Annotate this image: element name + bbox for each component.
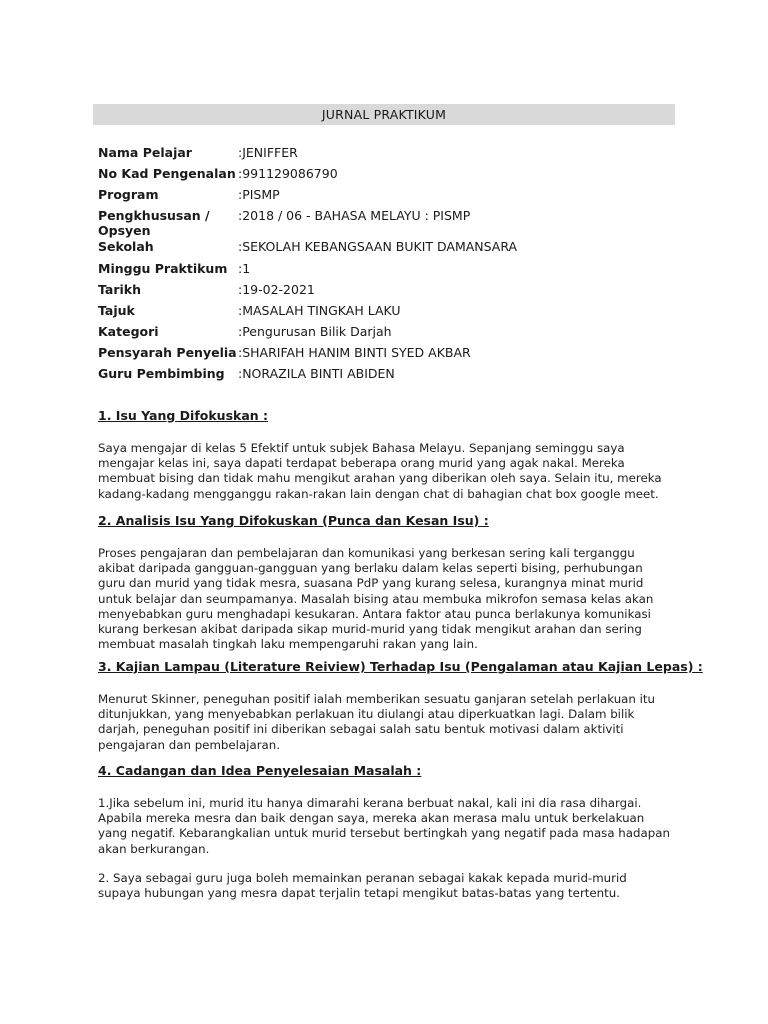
section-paragraph: Saya mengajar di kelas 5 Efektif untuk subjek Bahasa Melayu. Sepanjang seminggu saya mengajar kelas ini, saya dapati terdapat beberapa orang murid yang agak nakal. Mereka membuat bising dan tidak mahu mengikut arahan yang diberikan oleh saya. Selain itu, mereka kadang-kadang mengganggu rakan-rakan lain dengan chat di bahagian chat box google meet.	[98, 441, 662, 501]
info-value: :1	[238, 261, 251, 276]
info-value: :19-02-2021	[238, 282, 315, 297]
info-row-guru	[98, 366, 678, 387]
info-value: :MASALAH TINGKAH LAKU	[238, 303, 401, 318]
section-paragraph: Proses pengajaran dan pembelajaran dan komunikasi yang berkesan sering kali terganggu akibat daripada gangguan-gangguan yang berlaku dalam kelas seperti bising, perhubungan guru dan murid yang tidak mesra, suasana PdP yang kurang selesa, kurangnya minat murid untuk belajar dan seumpamanya. Masalah bising atau membuka mikrofon semasa kelas akan menyebabkan guru menghadapi kesukaran. Antara faktor atau punca berlakunya komunikasi kurang berkesan akibat daripada sikap murid-murid yang tidak mengikut arahan dan sering membuat masalah tingkah laku mempengaruhi rakan yang lain.	[98, 546, 654, 652]
section-heading: 1. Isu Yang Difokuskan :	[98, 408, 269, 423]
student-info	[98, 145, 678, 387]
info-label: Guru Pembimbing	[98, 366, 225, 381]
info-value: :2018 / 06 - BAHASA MELAYU : PISMP	[238, 208, 471, 223]
info-row-nama-pelajar	[98, 145, 678, 166]
section-heading: 4. Cadangan dan Idea Penyelesaian Masalah :	[98, 763, 422, 778]
info-label: Program	[98, 187, 159, 202]
section-paragraph: 1.Jika sebelum ini, murid itu hanya dimarahi kerana berbuat nakal, kali ini dia rasa dihargai. Apabila mereka mesra dan baik dengan saya, mereka akan merasa malu untuk berkelakuan yang negatif. Kebarangkalian untuk murid tersebut bertingkah yang negatif pada masa hadapan akan berkurangan.	[98, 796, 670, 856]
info-value: :SEKOLAH KEBANGSAAN BUKIT DAMANSARA	[238, 239, 518, 254]
section-cadangan	[98, 763, 673, 901]
info-value: :Pengurusan Bilik Darjah	[238, 324, 392, 339]
info-row-sekolah	[98, 239, 678, 261]
info-label: Tarikh	[98, 282, 142, 297]
info-row-no-kad	[98, 166, 678, 187]
info-label: Pensyarah Penyelia	[98, 345, 237, 360]
page-title: JURNAL PRAKTIKUM	[93, 104, 675, 125]
section-heading: 3. Kajian Lampau (Literature Reiview) Terhadap Isu (Pengalaman atau Kajian Lepas) :	[98, 659, 703, 674]
info-value: :NORAZILA BINTI ABIDEN	[238, 366, 395, 381]
info-row-tarikh	[98, 282, 678, 303]
section-paragraph: 2. Saya sebagai guru juga boleh memainkan peranan sebagai kakak kepada murid-murid supaya hubungan yang mesra dapat terjalin tetapi mengikut batas-batas yang tertentu.	[98, 870, 627, 901]
info-row-pengkhususan	[98, 208, 678, 239]
info-row-pensyarah	[98, 345, 678, 366]
info-value: :SHARIFAH HANIM BINTI SYED AKBAR	[238, 345, 471, 360]
info-row-kategori	[98, 324, 678, 345]
info-label: Pengkhususan / Opsyen	[98, 208, 210, 238]
section-isu	[98, 408, 673, 502]
section-analisis	[98, 513, 673, 652]
info-row-minggu	[98, 261, 678, 282]
info-value: :JENIFFER	[238, 145, 298, 160]
info-label: Tajuk	[98, 303, 135, 318]
info-value: :991129086790	[238, 166, 338, 181]
info-label: Minggu Praktikum	[98, 261, 228, 276]
info-row-program	[98, 187, 678, 208]
section-kajian-lampau	[98, 659, 703, 753]
info-label: No Kad Pengenalan	[98, 166, 236, 181]
info-label: Kategori	[98, 324, 159, 339]
section-heading: 2. Analisis Isu Yang Difokuskan (Punca dan Kesan Isu) :	[98, 513, 489, 528]
section-paragraph: Menurut Skinner, peneguhan positif ialah memberikan sesuatu ganjaran setelah perlakuan itu ditunjukkan, yang menyebabkan perlakuan itu diulangi atau diperkuatkan lagi. Dalam bilik darjah, peneguhan positif ini diberikan sebagai salah satu bentuk motivasi dalam aktiviti pengajaran dan pembelajaran.	[98, 692, 656, 752]
info-value: :PISMP	[238, 187, 280, 202]
info-label: Nama Pelajar	[98, 145, 192, 160]
info-row-tajuk	[98, 303, 678, 324]
info-label: Sekolah	[98, 239, 154, 254]
